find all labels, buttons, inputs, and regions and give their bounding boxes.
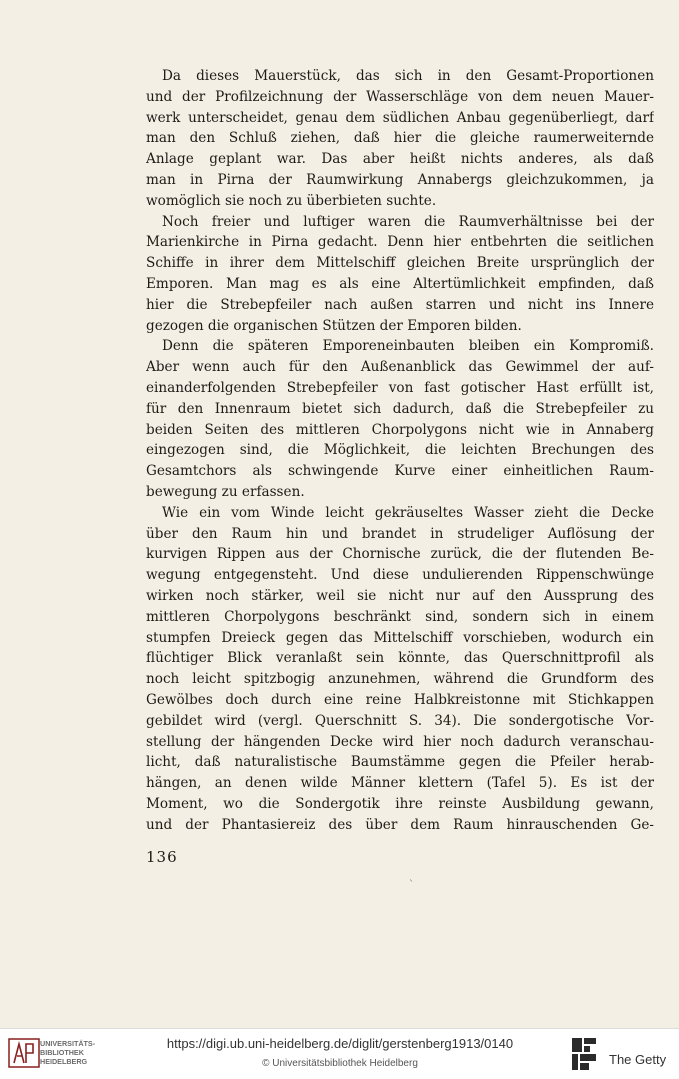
getty-logo-icon xyxy=(570,1036,598,1072)
university-seal-icon xyxy=(6,1035,42,1071)
text-line: womöglich sie noch zu überbieten suchte. xyxy=(146,192,437,209)
text-line: hier die Strebepfeiler nach außen starren und nicht ins Innere xyxy=(146,296,654,313)
text-line: Wie ein vom Winde leicht gekräuseltes Wasser zieht die Decke xyxy=(162,504,654,521)
text-line: und der Phantasiereiz des über dem Raum hinrauschenden Ge- xyxy=(146,816,654,833)
text-line: Schiffe in ihrer dem Mittelschiff gleichen Breite ursprünglich der xyxy=(146,255,654,272)
text-line: licht, daß naturalistische Baumstämme gegen die Pfeiler herab- xyxy=(146,754,654,771)
text-line: gezogen die organischen Stützen der Emporen bilden. xyxy=(146,317,522,334)
text-line: stellung der hängenden Decke wird hier noch dadurch veranschau- xyxy=(146,733,654,750)
permalink-url[interactable]: https://digi.ub.uni-heidelberg.de/diglit/gerstenberg1913/0140 xyxy=(166,1036,514,1051)
text-line: Aber wenn auch für den Außenanblick das Gewimmel der auf- xyxy=(146,359,654,376)
text-line: hängen, an denen wilde Männer klettern (Tafel 5). Es ist der xyxy=(146,775,654,792)
body-text xyxy=(146,66,654,835)
partner-name[interactable]: The Getty xyxy=(609,1052,667,1067)
text-line: und der Profilzeichnung der Wasserschläge von dem neuen Mauer- xyxy=(146,88,654,105)
text-line: kurvigen Rippen aus der Chornische zurück, die der flutenden Be- xyxy=(146,546,654,563)
text-line: gebildet wird (vergl. Querschnitt S. 34). Die sondergotische Vor- xyxy=(146,712,654,729)
institution-line: HEIDELBERG xyxy=(40,1057,88,1066)
text-line: Moment, wo die Sondergotik ihre reinste Ausbildung gewann, xyxy=(146,795,654,812)
scan-speck: ` xyxy=(409,880,414,891)
text-line: Denn die späteren Emporeneinbauten bleiben ein Kompromiß. xyxy=(162,338,654,355)
text-line: Da dieses Mauerstück, das sich in den Gesamt-Proportionen xyxy=(162,68,654,84)
text-line: mittleren Chorpolygons beschränkt sind, sondern sich in einem xyxy=(146,608,654,625)
text-line: Gewölbes doch durch eine reine Halbkreistonne mit Stichkappen xyxy=(146,691,654,708)
text-line: wegung entgegensteht. Und diese undulierenden Rippenschwünge xyxy=(146,567,654,584)
text-line: Emporen. Man mag es als eine Altertümlichkeit empfinden, daß xyxy=(146,275,654,292)
text-line: einanderfolgenden Strebepfeiler von fast gotischer Hast erfüllt ist, xyxy=(146,379,654,396)
text-line: für den Innenraum bietet sich dadurch, daß die Strebepfeiler zu xyxy=(146,400,654,417)
text-line: über den Raum hin und brandet in strudeliger Auflösung der xyxy=(146,525,654,542)
institution-line: BIBLIOTHEK xyxy=(40,1048,84,1057)
text-line: eingezogen sind, die Möglichkeit, die leichten Brechungen des xyxy=(146,442,654,459)
institution-name xyxy=(40,1039,95,1066)
text-line: Anlage geplant war. Das aber heißt nichts anderes, als daß xyxy=(146,151,654,168)
page-number: 136 xyxy=(146,848,178,866)
text-line: noch leicht spitzbogig anzunehmen, während die Grundform des xyxy=(146,671,654,688)
text-line: werk unterscheidet, genau dem südlichen Anbau gegenüberliegt, darf xyxy=(146,109,654,126)
text-line: Gesamtchors als schwingende Kurve einer einheitlichen Raum- xyxy=(146,463,654,480)
text-line: man den Schluß ziehen, daß hier die gleiche raumerweiternde xyxy=(146,130,654,147)
text-line: stumpfen Dreieck gegen das Mittelschiff vorschieben, wodurch ein xyxy=(146,629,654,646)
text-line: beiden Seiten des mittleren Chorpolygons nicht wie in Annaberg xyxy=(146,421,654,438)
text-line: man in Pirna der Raumwirkung Annabergs gleichzukommen, ja xyxy=(146,171,654,188)
institution-line: UNIVERSITÄTS- xyxy=(40,1039,96,1048)
text-line: bewegung zu erfassen. xyxy=(146,483,305,500)
text-line: wirken noch stärker, weil sie nicht nur auf den Aussprung des xyxy=(146,587,654,604)
text-line: flüchtiger Blick veranlaßt sein könnte, das Querschnittprofil als xyxy=(146,650,654,667)
copyright-notice: © Universitätsbibliothek Heidelberg xyxy=(262,1058,418,1069)
text-line: Marienkirche in Pirna gedacht. Denn hier entbehrten die seitlichen xyxy=(146,234,654,251)
text-line: Noch freier und luftiger waren die Raumverhältnisse bei der xyxy=(162,213,654,230)
